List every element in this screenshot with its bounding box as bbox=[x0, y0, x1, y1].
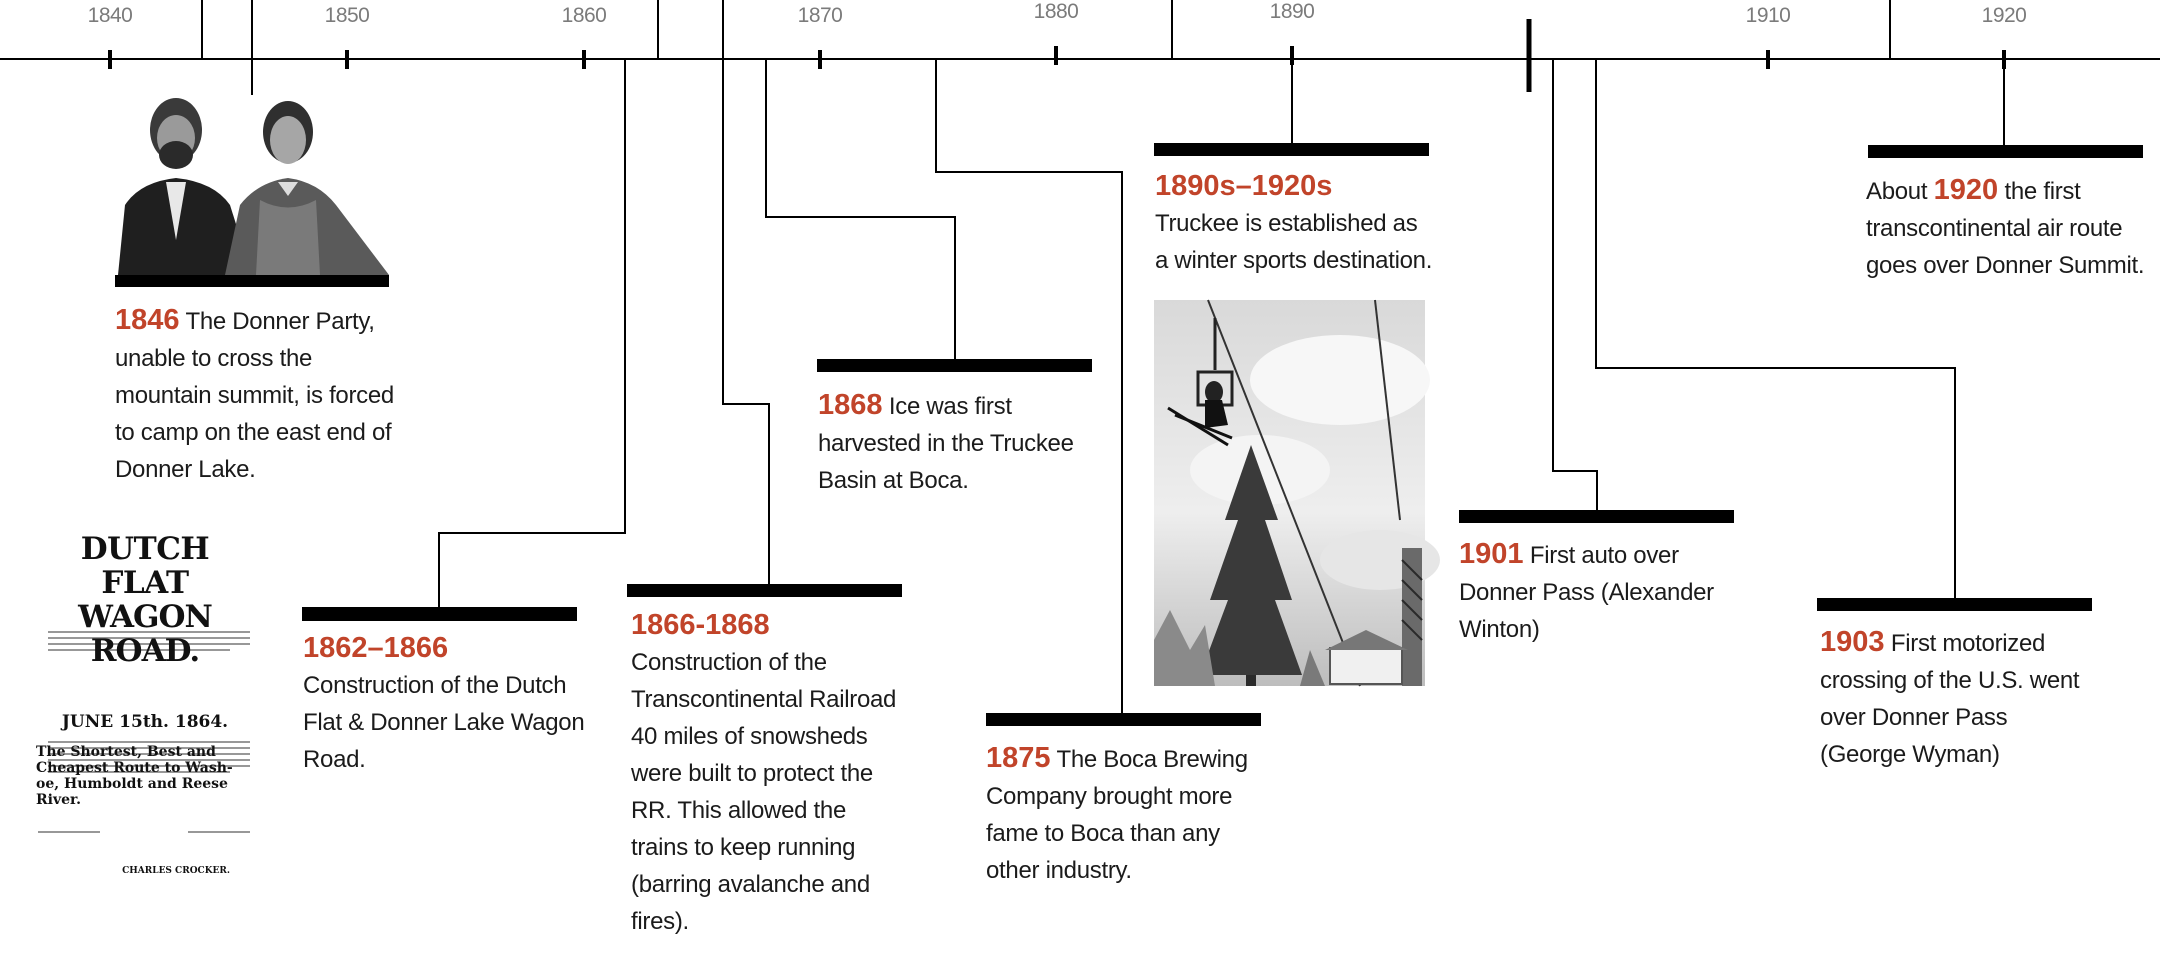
event-description: Ice was first harvested in the Truckee Basin at Boca. bbox=[818, 393, 1074, 494]
event-year: 1890s–1920s bbox=[1155, 170, 1333, 202]
event-1901 bbox=[1459, 536, 1714, 648]
event-1903 bbox=[1820, 624, 2080, 773]
event-1862-1866 bbox=[303, 630, 603, 778]
event-description: Construction of the Transcontinental Railroad 40 miles of snowsheds were built to protect the RR. This allowed the trains to keep running (barring avalanche and fires). bbox=[631, 649, 897, 935]
connector-1866 bbox=[723, 0, 769, 584]
year-label-1880: 1880 bbox=[1033, 0, 1079, 23]
poster-title-line2: WAGON ROAD. bbox=[78, 599, 212, 669]
event-1868 bbox=[818, 387, 1083, 499]
event-description: The Boca Brewing Company brought more fame to Boca than any other industry. bbox=[986, 746, 1248, 884]
event-1846 bbox=[115, 302, 405, 488]
bar-1866 bbox=[627, 584, 902, 597]
event-year: 1868 bbox=[818, 389, 883, 421]
event-1875 bbox=[986, 740, 1271, 889]
year-label-1860: 1860 bbox=[561, 4, 607, 27]
event-year: 1846 bbox=[115, 304, 180, 336]
year-label-1910: 1910 bbox=[1745, 4, 1791, 27]
bar-1868 bbox=[817, 359, 1092, 372]
bar-1862 bbox=[302, 607, 577, 621]
event-year: 1920 bbox=[1933, 174, 1999, 206]
connectors bbox=[252, 0, 2004, 713]
bar-1920 bbox=[1868, 145, 2143, 158]
poster-date: JUNE 15th. 1864. bbox=[61, 712, 229, 732]
year-label-1920: 1920 bbox=[1981, 4, 2027, 27]
bar-1846 bbox=[115, 274, 389, 287]
year-label-1890: 1890 bbox=[1269, 0, 1315, 23]
event-description: The Donner Party, unable to cross the mountain summit, is forced to camp on the east end of Donner Lake. bbox=[115, 308, 394, 483]
poster-title-line1: DUTCH FLAT bbox=[80, 531, 210, 601]
portrait-photo bbox=[115, 95, 389, 275]
year-label-1840: 1840 bbox=[87, 4, 133, 27]
year-label-1850: 1850 bbox=[324, 4, 370, 27]
event-1890s-1920s bbox=[1155, 168, 1435, 279]
event-year: 1903 bbox=[1820, 626, 1885, 658]
poster-signature: CHARLES CROCKER. bbox=[122, 866, 230, 876]
event-description: First motorized crossing of the U.S. went over Donner Pass (George Wyman) bbox=[1820, 630, 2080, 768]
bar-1875 bbox=[986, 713, 1261, 726]
event-year: 1875 bbox=[986, 742, 1051, 774]
connector-1868 bbox=[766, 59, 955, 359]
event-description: Truckee is established as a winter sports destination. bbox=[1155, 210, 1433, 274]
ski-lift-photo bbox=[1154, 300, 1440, 686]
event-year: 1866-1868 bbox=[631, 609, 770, 641]
event-description: Construction of the Dutch Flat & Donner Lake Wagon Road. bbox=[303, 672, 585, 773]
dutch-flat-poster bbox=[36, 531, 254, 876]
connector-1862 bbox=[439, 59, 625, 607]
year-label-1870: 1870 bbox=[797, 4, 843, 27]
bar-1890s bbox=[1154, 143, 1429, 156]
bar-1903 bbox=[1817, 598, 2092, 611]
connector-1901 bbox=[1553, 59, 1597, 510]
poster-headline: The Shortest, Best and Cheapest Route to Wash-oe, Humboldt and Reese River. bbox=[36, 744, 233, 808]
event-1866-1868 bbox=[631, 607, 903, 940]
event-year: 1862–1866 bbox=[303, 632, 449, 664]
year-ticks bbox=[110, 46, 2004, 69]
event-description: the first transcontinental air route goes over Donner Summit. bbox=[1866, 178, 2145, 279]
event-year: 1901 bbox=[1459, 538, 1524, 570]
bar-1901 bbox=[1459, 510, 1734, 523]
event-1920 bbox=[1866, 172, 2146, 284]
connector-1875 bbox=[936, 59, 1122, 713]
event-description: First auto over Donner Pass (Alexander Winton) bbox=[1459, 542, 1714, 643]
event-prefix: About bbox=[1866, 178, 1928, 205]
